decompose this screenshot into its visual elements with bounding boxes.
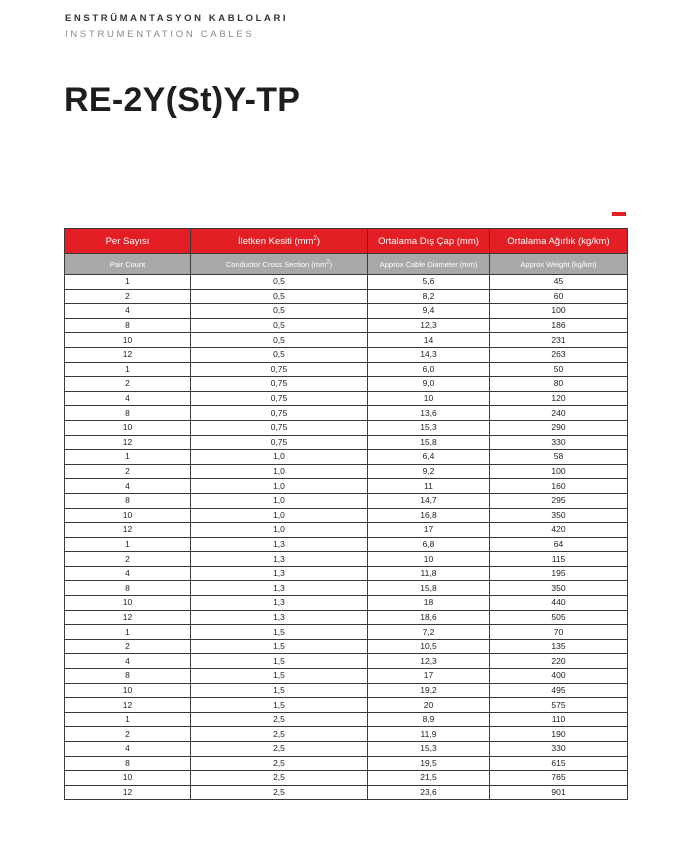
- cell-cross-section: 0,75: [191, 406, 368, 421]
- table-row: [65, 464, 628, 479]
- cell-cross-section: 1,0: [191, 450, 368, 465]
- cell-diameter: 11,9: [368, 727, 490, 742]
- cell-weight: 195: [490, 566, 628, 581]
- table-row: [65, 406, 628, 421]
- cell-cross-section: 1,5: [191, 669, 368, 684]
- cell-cross-section: 0,5: [191, 347, 368, 362]
- cell-cross-section: 1,3: [191, 566, 368, 581]
- table-row: [65, 493, 628, 508]
- cell-pair-count: 8: [65, 581, 191, 596]
- cell-diameter: 10,5: [368, 639, 490, 654]
- table-row: [65, 304, 628, 319]
- cell-cross-section: 1,5: [191, 639, 368, 654]
- table-row: [65, 479, 628, 494]
- section-kicker: ENSTRÜMANTASYON KABLOLARI: [65, 13, 289, 24]
- table-row: [65, 450, 628, 465]
- table-row: [65, 377, 628, 392]
- cell-pair-count: 2: [65, 464, 191, 479]
- cell-pair-count: 2: [65, 377, 191, 392]
- table-row: [65, 581, 628, 596]
- col-subheader-weight: Approx Weight (kg/km): [490, 254, 628, 275]
- table-row: [65, 391, 628, 406]
- cell-diameter: 19,5: [368, 756, 490, 771]
- col-subheader-cross-section-text: Conductor Cross Section (mm: [225, 259, 327, 269]
- cell-weight: 100: [490, 464, 628, 479]
- cell-weight: 765: [490, 771, 628, 786]
- cell-pair-count: 10: [65, 771, 191, 786]
- cell-cross-section: 2,5: [191, 712, 368, 727]
- cell-pair-count: 1: [65, 712, 191, 727]
- cell-cross-section: 0,5: [191, 318, 368, 333]
- table-header-row-tr: [65, 229, 628, 254]
- cell-pair-count: 1: [65, 625, 191, 640]
- cell-cross-section: 0,75: [191, 435, 368, 450]
- cell-diameter: 8,2: [368, 289, 490, 304]
- cell-diameter: 17: [368, 669, 490, 684]
- table-row: [65, 420, 628, 435]
- table-row: [65, 537, 628, 552]
- cell-cross-section: 0,75: [191, 420, 368, 435]
- cell-weight: 120: [490, 391, 628, 406]
- cell-diameter: 15,3: [368, 742, 490, 757]
- cell-pair-count: 8: [65, 318, 191, 333]
- cell-cross-section: 0,5: [191, 304, 368, 319]
- spec-table-body: [65, 275, 628, 800]
- table-row: [65, 523, 628, 538]
- cell-weight: 901: [490, 785, 628, 800]
- table-row: [65, 625, 628, 640]
- cell-pair-count: 12: [65, 435, 191, 450]
- cell-weight: 420: [490, 523, 628, 538]
- table-row: [65, 639, 628, 654]
- cell-pair-count: 4: [65, 304, 191, 319]
- cell-diameter: 18,6: [368, 610, 490, 625]
- cell-cross-section: 2,5: [191, 785, 368, 800]
- cell-weight: 190: [490, 727, 628, 742]
- cell-diameter: 9,4: [368, 304, 490, 319]
- cell-weight: 440: [490, 596, 628, 611]
- cell-weight: 58: [490, 450, 628, 465]
- cell-cross-section: 1,3: [191, 596, 368, 611]
- cell-cross-section: 2,5: [191, 742, 368, 757]
- col-subheader-cross-section-suffix: ): [329, 259, 333, 269]
- table-row: [65, 712, 628, 727]
- table-row: [65, 362, 628, 377]
- col-header-cross-section-text: İletken Kesiti (mm: [237, 235, 314, 247]
- cell-pair-count: 2: [65, 552, 191, 567]
- cell-weight: 135: [490, 639, 628, 654]
- cell-pair-count: 8: [65, 669, 191, 684]
- cell-diameter: 12,3: [368, 318, 490, 333]
- cell-cross-section: 1,3: [191, 581, 368, 596]
- cell-weight: 60: [490, 289, 628, 304]
- cell-weight: 64: [490, 537, 628, 552]
- cell-cross-section: 2,5: [191, 756, 368, 771]
- cell-diameter: 11: [368, 479, 490, 494]
- cell-cross-section: 0,75: [191, 377, 368, 392]
- cell-pair-count: 2: [65, 639, 191, 654]
- col-header-cross-section-sup: 2: [313, 235, 317, 242]
- cell-pair-count: 4: [65, 566, 191, 581]
- cell-weight: 220: [490, 654, 628, 669]
- table-row: [65, 654, 628, 669]
- cell-diameter: 9,2: [368, 464, 490, 479]
- cell-diameter: 16,8: [368, 508, 490, 523]
- cell-cross-section: 1,3: [191, 552, 368, 567]
- table-row: [65, 698, 628, 713]
- cell-weight: 160: [490, 479, 628, 494]
- cell-diameter: 10: [368, 391, 490, 406]
- cell-pair-count: 8: [65, 493, 191, 508]
- cell-weight: 350: [490, 581, 628, 596]
- cell-pair-count: 1: [65, 450, 191, 465]
- cell-diameter: 18: [368, 596, 490, 611]
- table-row: [65, 742, 628, 757]
- cell-weight: 240: [490, 406, 628, 421]
- cell-cross-section: 1,5: [191, 683, 368, 698]
- col-header-cross-section: [191, 229, 368, 254]
- cell-diameter: 14: [368, 333, 490, 348]
- table-row: [65, 347, 628, 362]
- table-row: [65, 318, 628, 333]
- product-title: RE-2Y(St)Y-TP: [64, 81, 301, 119]
- cell-pair-count: 12: [65, 785, 191, 800]
- cell-pair-count: 12: [65, 347, 191, 362]
- cell-cross-section: 0,75: [191, 391, 368, 406]
- cell-diameter: 15,3: [368, 420, 490, 435]
- cell-weight: 70: [490, 625, 628, 640]
- spec-table: [64, 228, 628, 800]
- table-row: [65, 771, 628, 786]
- cell-weight: 495: [490, 683, 628, 698]
- cell-diameter: 6,0: [368, 362, 490, 377]
- cell-diameter: 11,8: [368, 566, 490, 581]
- cell-weight: 350: [490, 508, 628, 523]
- cell-diameter: 23,6: [368, 785, 490, 800]
- col-header-weight: Ortalama Ağırlık (kg/km): [490, 229, 628, 254]
- cell-diameter: 15,8: [368, 581, 490, 596]
- cell-cross-section: 1,3: [191, 610, 368, 625]
- cell-pair-count: 10: [65, 420, 191, 435]
- cell-pair-count: 4: [65, 742, 191, 757]
- cell-weight: 400: [490, 669, 628, 684]
- col-header-cross-section-suffix: ): [316, 235, 320, 247]
- cell-pair-count: 2: [65, 289, 191, 304]
- cell-cross-section: 1,5: [191, 698, 368, 713]
- table-row: [65, 610, 628, 625]
- col-header-diameter: Ortalama Dış Çap (mm): [368, 229, 490, 254]
- table-row: [65, 289, 628, 304]
- cell-pair-count: 4: [65, 391, 191, 406]
- cell-diameter: 19,2: [368, 683, 490, 698]
- table-row: [65, 333, 628, 348]
- col-subheader-pair-count: Pair Count: [65, 254, 191, 275]
- table-row: [65, 727, 628, 742]
- cell-weight: 263: [490, 347, 628, 362]
- table-row: [65, 435, 628, 450]
- cell-diameter: 5,6: [368, 275, 490, 290]
- cell-diameter: 17: [368, 523, 490, 538]
- cell-cross-section: 0,5: [191, 333, 368, 348]
- cell-weight: 100: [490, 304, 628, 319]
- cell-cross-section: 1,0: [191, 493, 368, 508]
- table-row: [65, 566, 628, 581]
- cell-diameter: 14,3: [368, 347, 490, 362]
- cell-cross-section: 0,75: [191, 362, 368, 377]
- cell-pair-count: 4: [65, 654, 191, 669]
- cell-diameter: 6,4: [368, 450, 490, 465]
- cell-pair-count: 2: [65, 727, 191, 742]
- cell-diameter: 13,6: [368, 406, 490, 421]
- cell-pair-count: 10: [65, 596, 191, 611]
- cell-weight: 45: [490, 275, 628, 290]
- cell-weight: 330: [490, 742, 628, 757]
- cell-weight: 615: [490, 756, 628, 771]
- cell-cross-section: 0,5: [191, 275, 368, 290]
- table-row: [65, 552, 628, 567]
- cell-pair-count: 1: [65, 362, 191, 377]
- cell-weight: 505: [490, 610, 628, 625]
- cell-diameter: 12,3: [368, 654, 490, 669]
- cell-weight: 50: [490, 362, 628, 377]
- cell-cross-section: 0,5: [191, 289, 368, 304]
- section-kicker-english: INSTRUMENTATION CABLES: [65, 29, 255, 40]
- cell-diameter: 6,8: [368, 537, 490, 552]
- table-row: [65, 683, 628, 698]
- cell-pair-count: 10: [65, 683, 191, 698]
- cell-pair-count: 10: [65, 508, 191, 523]
- cell-weight: 330: [490, 435, 628, 450]
- table-row: [65, 669, 628, 684]
- table-row: [65, 785, 628, 800]
- cell-diameter: 14,7: [368, 493, 490, 508]
- cell-diameter: 8,9: [368, 712, 490, 727]
- cell-weight: 290: [490, 420, 628, 435]
- cell-diameter: 21,5: [368, 771, 490, 786]
- cell-weight: 575: [490, 698, 628, 713]
- cell-cross-section: 2,5: [191, 771, 368, 786]
- col-subheader-cross-section-sup: 2: [326, 259, 330, 265]
- cell-cross-section: 1,0: [191, 479, 368, 494]
- cell-weight: 110: [490, 712, 628, 727]
- cell-weight: 115: [490, 552, 628, 567]
- cell-weight: 231: [490, 333, 628, 348]
- cell-cross-section: 1,5: [191, 654, 368, 669]
- cell-pair-count: 1: [65, 275, 191, 290]
- cell-cross-section: 1,3: [191, 537, 368, 552]
- col-subheader-cross-section: [191, 254, 368, 275]
- table-row: [65, 275, 628, 290]
- cell-diameter: 10: [368, 552, 490, 567]
- cell-weight: 186: [490, 318, 628, 333]
- cell-cross-section: 1,0: [191, 464, 368, 479]
- cell-diameter: 20: [368, 698, 490, 713]
- col-header-pair-count: Per Sayısı: [65, 229, 191, 254]
- cell-weight: 80: [490, 377, 628, 392]
- col-subheader-diameter: Approx Cable Diameter (mm): [368, 254, 490, 275]
- table-row: [65, 596, 628, 611]
- cell-weight: 295: [490, 493, 628, 508]
- table-row: [65, 508, 628, 523]
- cell-pair-count: 12: [65, 523, 191, 538]
- cell-diameter: 15,8: [368, 435, 490, 450]
- cell-cross-section: 2,5: [191, 727, 368, 742]
- cell-diameter: 9,0: [368, 377, 490, 392]
- cell-pair-count: 12: [65, 610, 191, 625]
- cell-pair-count: 8: [65, 756, 191, 771]
- cell-cross-section: 1,0: [191, 508, 368, 523]
- cell-pair-count: 12: [65, 698, 191, 713]
- cell-pair-count: 8: [65, 406, 191, 421]
- table-row: [65, 756, 628, 771]
- cell-diameter: 7,2: [368, 625, 490, 640]
- table-header-row-en: [65, 254, 628, 275]
- cell-cross-section: 1,0: [191, 523, 368, 538]
- cell-pair-count: 1: [65, 537, 191, 552]
- accent-mark: [612, 212, 626, 216]
- cell-cross-section: 1,5: [191, 625, 368, 640]
- cell-pair-count: 10: [65, 333, 191, 348]
- cell-pair-count: 4: [65, 479, 191, 494]
